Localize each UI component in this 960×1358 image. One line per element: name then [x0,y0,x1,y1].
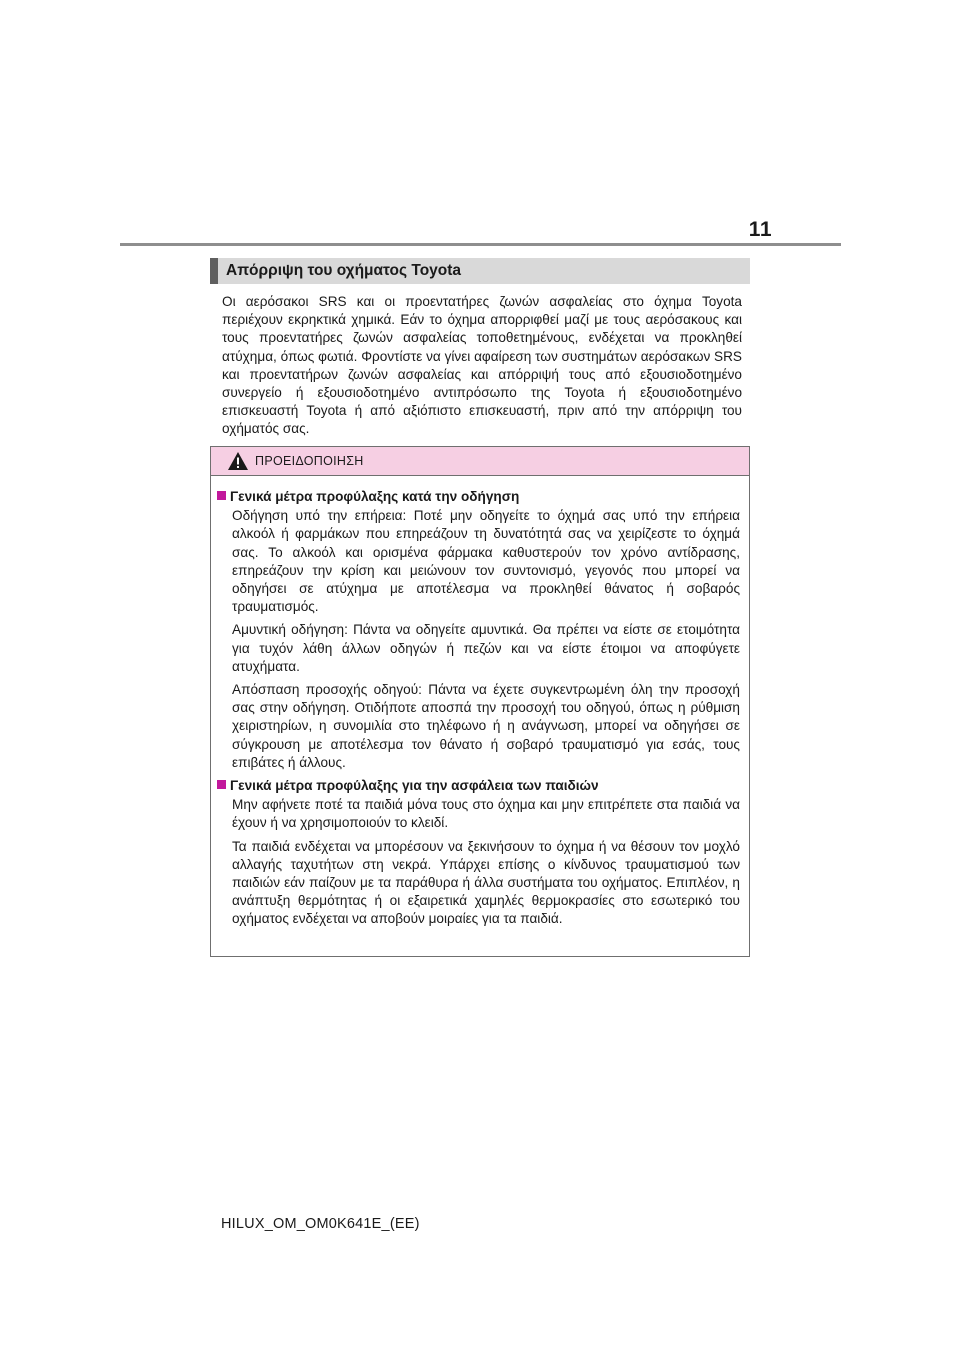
warning-paragraph: Μην αφήνετε ποτέ τα παιδιά μόνα τους στο όχημα και μην επιτρέπετε στα παιδιά να έχουν ή να χρησιμοποιούν το κλειδί. [232,797,740,831]
warning-subheading-driving [217,488,740,506]
warning-header [211,447,749,476]
section-heading: Απόρριψη του οχήματος Toyota [210,258,750,284]
header-rule [120,243,841,246]
bullet-square-icon [217,491,226,500]
warning-paragraph: Απόσπαση προσοχής οδηγού: Πάντα να έχετε συγκεντρωμένη όλη την προσοχή σας στην οδήγηση. Οτιδήποτε αποσπά την προσοχή του οδηγού, όπως η ρύθμιση χειριστηρίων, η συνομιλία στο τηλέφωνο ή η ανάγνωση, μπορεί να οδηγήσει σε σύγκρουση με αποτέλεσμα τον θάνατο ή σοβαρό τραυματισμό για εσάς, τους επιβάτες ή άλλους. [232,682,740,770]
warning-title: ΠΡΟΕΙΔΟΠΟΙΗΣΗ [255,454,364,468]
warning-paragraph: Τα παιδιά ενδέχεται να μπορέσουν να ξεκινήσουν το όχημα ή να θέσουν τον μοχλό αλλαγής ταχυτήτων στη νεκρά. Υπάρχει επίσης ο κίνδυνος τραυματισμού των παιδιών εάν παίζουν με τα παράθυρα ή άλλα συστήματα του οχήματος. Επιπλέον, η ανάπτυξη θερμότητας ή οι εξαιρετικά χαμηλές θερμοκρασίες στο εσωτερικό του οχήματος ενδέχεται να αποβούν μοιραίες για τα παιδιά. [232,838,740,927]
warning-box [210,446,750,957]
warning-paragraph: Οδήγηση υπό την επήρεια: Ποτέ μην οδηγείτε το όχημά σας υπό την επήρεια αλκοόλ ή φαρμάκων που επηρεάζουν τη δυνατότητά σας να χειρίζεστε το όχημά σας. Το αλκοόλ και ορισμένα φάρμακα καθυστερούν τον χρόνο αντίδρασης, επηρεάζουν την κρίση και μειώνουν τον συντονισμό, γεγονός που μπορεί να οδηγήσει σε ατύχημα με αποτέλεσμα να προκληθεί θάνατος ή σοβαρός τραυματισμός. [232,508,740,615]
warning-content [211,476,749,929]
subheading-text: Γενικά μέτρα προφύλαξης για την ασφάλεια των παιδιών [230,778,599,794]
body-paragraph: Οι αερόσακοι SRS και οι προεντατήρες ζωνών ασφαλείας στο όχημα Toyota περιέχουν εκρηκτικά χημικά. Εάν το όχημα απορριφθεί μαζί με τους αερόσακους και τους προεντατήρες ζωνών ασφαλείας τοποθετημένους, ενδέχεται να προκληθεί ατύχημα, όπως φωτιά. Φροντίστε να γίνει αφαίρεση των συστημάτων αερόσακων SRS και προεντατήρων ζωνών ασφαλείας και απόρριψή τους από εξουσιοδοτημένο συνεργείο ή εξουσιοδοτημένο αντιπρόσωπο της Toyota ή εξουσιοδοτημένο επισκευαστή Toyota ή από αξιόπιστο επισκευαστή, πριν από την απόρριψη του οχήματός σας. [222,294,742,437]
bullet-square-icon [217,780,226,789]
footer-document-code: HILUX_OM_OM0K641E_(EE) [221,1216,420,1232]
warning-subheading-children [217,777,740,795]
page-number: 11 [748,218,772,241]
warning-triangle-icon [227,451,249,471]
subheading-text: Γενικά μέτρα προφύλαξης κατά την οδήγηση [230,489,520,504]
warning-paragraph: Αμυντική οδήγηση: Πάντα να οδηγείτε αμυντικά. Θα πρέπει να είστε σε ετοιμότητα για τυχόν λάθη άλλων οδηγών ή πεζών και να είστε έτοιμοι να αποφύγετε ατυχήματα. [232,622,740,674]
